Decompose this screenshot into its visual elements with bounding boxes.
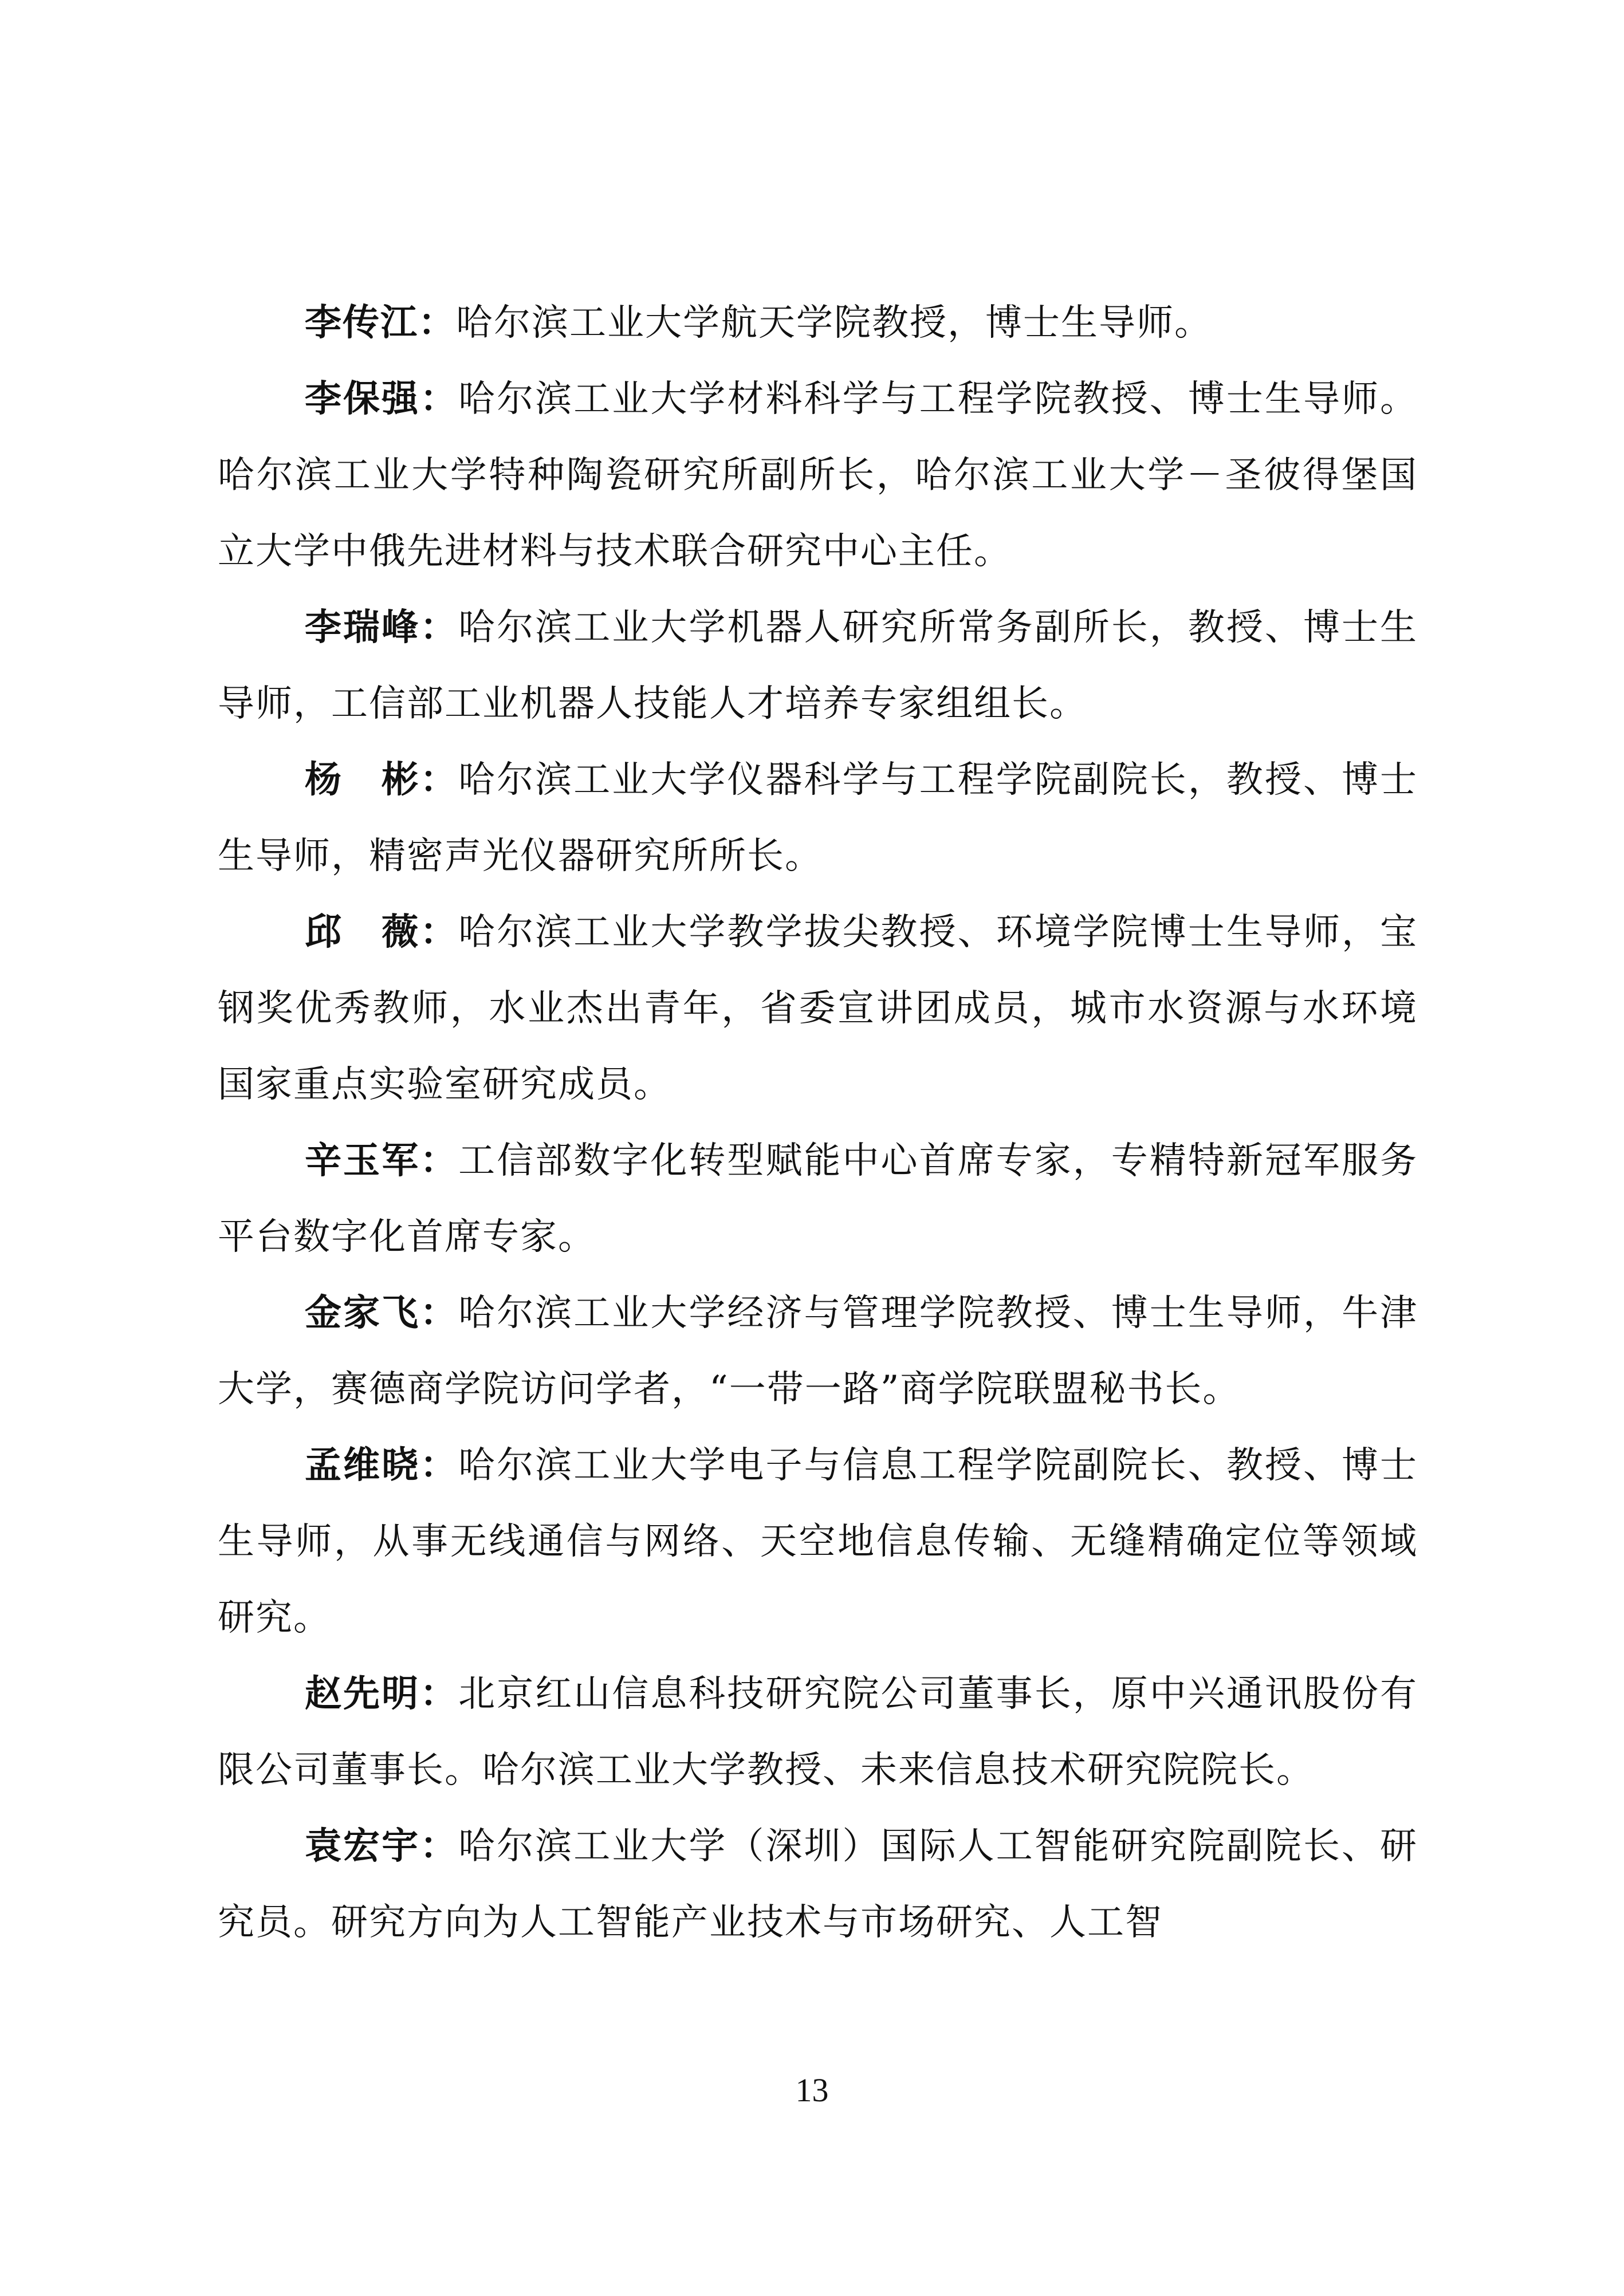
name-separator: ： (420, 759, 459, 801)
name-separator: ： (420, 378, 459, 420)
member-entry (218, 895, 1418, 1123)
member-name: 李保强 (305, 378, 420, 420)
member-list (218, 285, 1418, 1961)
member-description: 北京红山信息科技研究院公司董事长，原中兴通讯股份有限公司董事长。哈尔滨工业大学教授、未来信息技术研究院院长。 (218, 1673, 1418, 1791)
member-name: 李传江 (305, 302, 418, 344)
name-separator: ： (420, 1444, 459, 1487)
member-entry (218, 285, 1418, 361)
member-name: 邱 薇 (305, 911, 420, 954)
member-description: 哈尔滨工业大学经济与管理学院教授、博士生导师，牛津大学，赛德商学院访问学者，“一带一路”商学院联盟秘书长。 (218, 1292, 1418, 1411)
member-description: 哈尔滨工业大学电子与信息工程学院副院长、教授、博士生导师，从事无线通信与网络、天空地信息传输、无缝精确定位等领域研究。 (218, 1444, 1418, 1639)
member-description: 哈尔滨工业大学航天学院教授，博士生导师。 (456, 302, 1212, 344)
member-name: 孟维晓 (305, 1444, 420, 1487)
member-name: 辛玉军 (305, 1140, 420, 1182)
member-description: 哈尔滨工业大学材料科学与工程学院教授、博士生导师。哈尔滨工业大学特种陶瓷研究所副所长，哈尔滨工业大学－圣彼得堡国立大学中俄先进材料与技术联合研究中心主任。 (218, 378, 1418, 573)
member-entry (218, 590, 1418, 742)
member-description: 哈尔滨工业大学教学拔尖教授、环境学院博士生导师，宝钢奖优秀教师，水业杰出青年，省委宣讲团成员，城市水资源与水环境国家重点实验室研究成员。 (218, 911, 1418, 1106)
member-entry (218, 1656, 1418, 1809)
member-entry (218, 1275, 1418, 1428)
name-separator: ： (420, 911, 459, 954)
name-separator: ： (420, 1825, 459, 1868)
name-separator: ： (420, 607, 459, 649)
member-description: 哈尔滨工业大学仪器科学与工程学院副院长，教授、博士生导师，精密声光仪器研究所所长。 (218, 759, 1418, 877)
member-name: 金家飞 (305, 1292, 420, 1334)
page-number: 13 (795, 2071, 829, 2109)
member-name: 赵先明 (305, 1673, 420, 1715)
member-description: 工信部数字化转型赋能中心首席专家，专精特新冠军服务平台数字化首席专家。 (218, 1140, 1418, 1258)
member-entry (218, 1809, 1418, 1961)
member-name: 李瑞峰 (305, 607, 420, 649)
member-entry (218, 742, 1418, 895)
member-entry (218, 361, 1418, 590)
name-separator: ： (420, 1140, 459, 1182)
name-separator: ： (420, 1673, 459, 1715)
member-description: 哈尔滨工业大学机器人研究所常务副所长，教授、博士生导师，工信部工业机器人技能人才培养专家组组长。 (218, 607, 1418, 725)
name-separator: ： (418, 302, 456, 344)
member-entry (218, 1428, 1418, 1656)
name-separator: ： (420, 1292, 459, 1334)
member-description: 哈尔滨工业大学（深圳）国际人工智能研究院副院长、研究员。研究方向为人工智能产业技术与市场研究、人工智 (218, 1825, 1418, 1944)
member-name: 袁宏宇 (305, 1825, 420, 1868)
member-entry (218, 1123, 1418, 1275)
member-name: 杨 彬 (305, 759, 420, 801)
